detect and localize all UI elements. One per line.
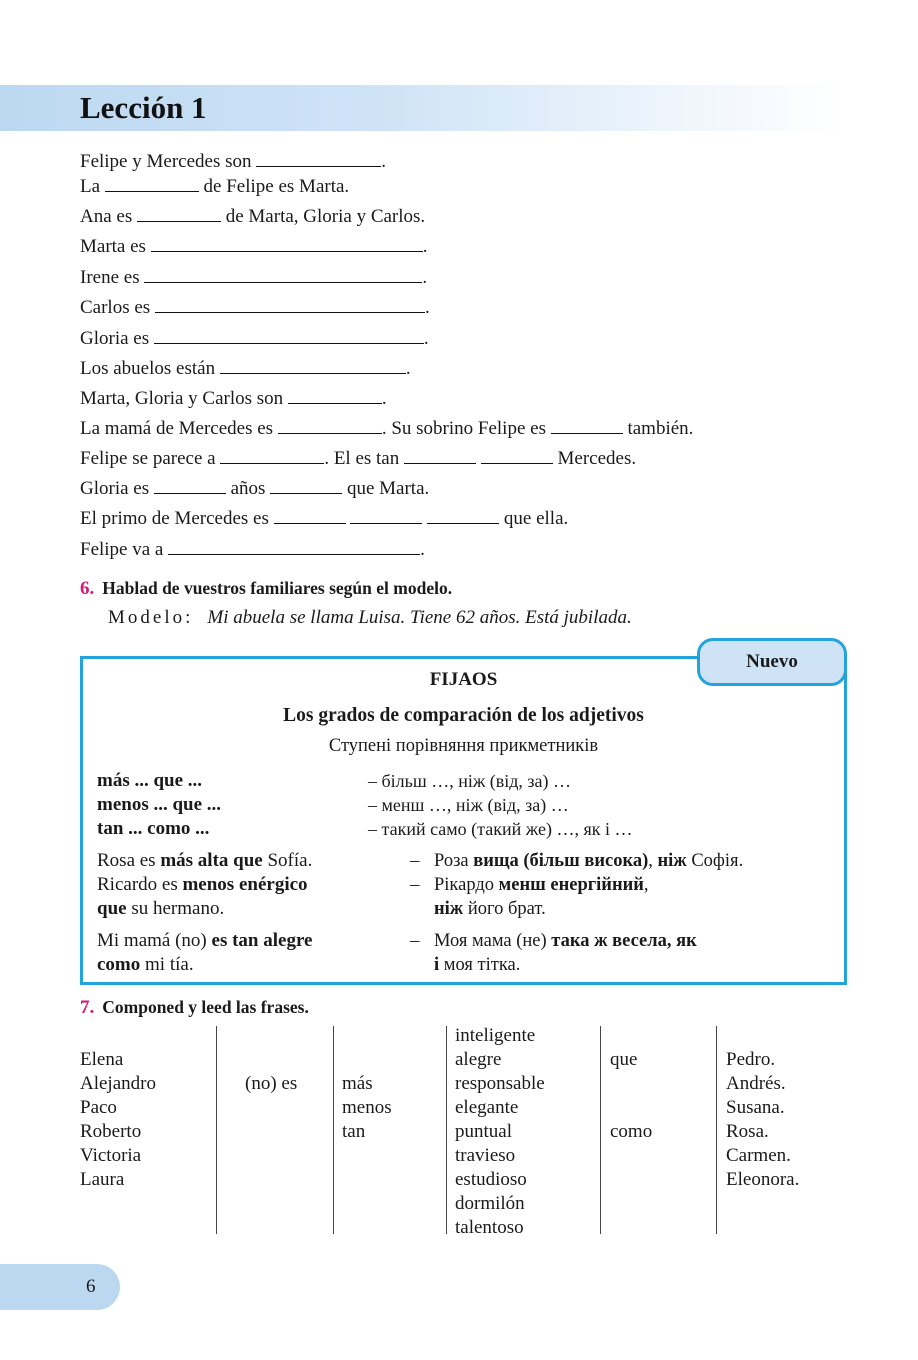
blank[interactable] [274, 505, 346, 524]
adjectives-column [455, 1024, 545, 1240]
example-es: Mi mamá (no) es tan alegre [97, 930, 313, 951]
page-number-tab [0, 1264, 120, 1310]
page-number: 6 [86, 1276, 96, 1297]
fill-line: Marta es . [80, 233, 427, 259]
exercise-6-instruction [80, 578, 452, 600]
adjective-item: elegante [455, 1097, 519, 1118]
adjective-item: dormilón [455, 1193, 525, 1214]
box-subheading: Los grados de comparación de los adjetivos [283, 705, 644, 726]
exercise-number: 7. [80, 997, 95, 1018]
blank[interactable] [137, 203, 221, 222]
pattern-ua: – такий само (такий же) …, як і … [368, 819, 633, 839]
lesson-title: Lección 1 [80, 90, 207, 125]
blank[interactable] [220, 355, 406, 374]
name-item: Roberto [80, 1121, 142, 1142]
blank[interactable] [270, 475, 342, 494]
blank[interactable] [168, 536, 420, 555]
exercise-7-instruction [80, 997, 309, 1019]
degree-item: menos [342, 1097, 392, 1118]
example-es: Rosa es más alta que Sofía. [97, 850, 313, 871]
objects-column [726, 1048, 799, 1192]
object-item: Andrés. [726, 1073, 786, 1094]
adjective-item: talentoso [455, 1217, 524, 1238]
fill-line: El primo de Mercedes es que ella. [80, 505, 568, 531]
blank[interactable] [481, 445, 553, 464]
instruction-text: Hablad de vuestros familiares según el modelo. [102, 578, 453, 598]
grammar-box [80, 656, 847, 985]
adjective-item: responsable [455, 1073, 545, 1094]
blank[interactable] [404, 445, 476, 464]
blank[interactable] [551, 415, 623, 434]
object-item: Rosa. [726, 1121, 769, 1142]
column-divider [446, 1026, 447, 1234]
name-item: Elena [80, 1049, 124, 1070]
fill-line: Felipe se parece a . El es tan Mercedes. [80, 445, 636, 471]
adjective-item: inteligente [455, 1025, 536, 1046]
example-ua: ніж його брат. [434, 899, 546, 919]
adjective-item: estudioso [455, 1169, 527, 1190]
column-divider [333, 1026, 334, 1234]
fill-line: Marta, Gloria y Carlos son . [80, 385, 387, 411]
blank[interactable] [278, 415, 382, 434]
blank[interactable] [154, 325, 424, 344]
object-item: Pedro. [726, 1049, 776, 1070]
fill-line: Felipe va a . [80, 536, 425, 562]
box-subheading-ua: Ступені порівняння прикметників [328, 736, 599, 756]
column-divider [216, 1026, 217, 1234]
blank[interactable] [288, 385, 382, 404]
example-es: como mi tía. [97, 954, 194, 975]
example-ua: Рікардо менш енергійний, [434, 875, 649, 895]
fill-line: Ana es de Marta, Gloria y Carlos. [80, 203, 425, 229]
example-dash: – [410, 850, 420, 871]
exercise-number: 6. [80, 578, 95, 599]
blank[interactable] [350, 505, 422, 524]
model-text: Mi abuela se llama Luisa. Tiene 62 años. Está jubilada. [207, 607, 632, 628]
verb-column [245, 1072, 297, 1096]
model-label: Modelo: [108, 607, 194, 628]
degree-item: tan [342, 1121, 366, 1142]
example-ua: Моя мама (не) така ж весела, як [434, 931, 697, 951]
fill-line: Gloria es . [80, 325, 429, 351]
names-column [80, 1048, 156, 1192]
blank[interactable] [105, 173, 199, 192]
blank[interactable] [155, 294, 425, 313]
adjective-item: travieso [455, 1145, 516, 1166]
fill-line: Los abuelos están . [80, 355, 411, 381]
como-label: como [610, 1121, 653, 1142]
pattern-ua: – більш …, ніж (від, за) … [368, 771, 572, 791]
fill-line: La de Felipe es Marta. [80, 173, 349, 199]
verb-item: (no) es [245, 1073, 298, 1094]
column-divider [716, 1026, 717, 1234]
name-item: Laura [80, 1169, 125, 1190]
fill-line: Felipe y Mercedes son . [80, 148, 386, 174]
fill-line: La mamá de Mercedes es . Su sobrino Felipe es también. [80, 415, 693, 441]
blank[interactable] [427, 505, 499, 524]
que-label: que [610, 1049, 638, 1070]
adjective-item: puntual [455, 1121, 512, 1142]
object-item: Eleonora. [726, 1169, 800, 1190]
column-divider [600, 1026, 601, 1234]
degree-item: más [342, 1073, 373, 1094]
name-item: Paco [80, 1097, 117, 1118]
object-item: Susana. [726, 1097, 785, 1118]
example-ua: Роза вища (більш висока), ніж Софія. [434, 851, 744, 871]
pattern-es: menos ... que ... [97, 794, 222, 815]
pattern-es: más ... que ... [97, 770, 203, 791]
example-dash: – [410, 874, 420, 895]
degree-column [342, 1072, 392, 1144]
fill-line: Gloria es años que Marta. [80, 475, 429, 501]
blank[interactable] [220, 445, 324, 464]
name-item: Alejandro [80, 1073, 156, 1094]
example-es: que su hermano. [97, 898, 225, 919]
fill-line: Irene es . [80, 264, 427, 290]
object-item: Carmen. [726, 1145, 791, 1166]
blank[interactable] [144, 264, 422, 283]
pattern-es: tan ... como ... [97, 818, 210, 839]
blank[interactable] [151, 233, 423, 252]
nuevo-badge: Nuevo [697, 638, 847, 686]
example-dash: – [410, 930, 420, 951]
fill-line: Carlos es . [80, 294, 430, 320]
name-item: Victoria [80, 1145, 142, 1166]
adjective-item: alegre [455, 1049, 502, 1070]
example-es: Ricardo es menos enérgico [97, 874, 308, 895]
instruction-text: Componed y leed las frases. [102, 997, 309, 1017]
pattern-ua: – менш …, ніж (від, за) … [368, 795, 569, 815]
example-ua: і моя тітка. [434, 955, 521, 975]
exercise-6-model [108, 607, 632, 629]
box-heading: FIJAOS [429, 669, 498, 690]
blank[interactable] [154, 475, 226, 494]
blank[interactable] [256, 148, 381, 167]
